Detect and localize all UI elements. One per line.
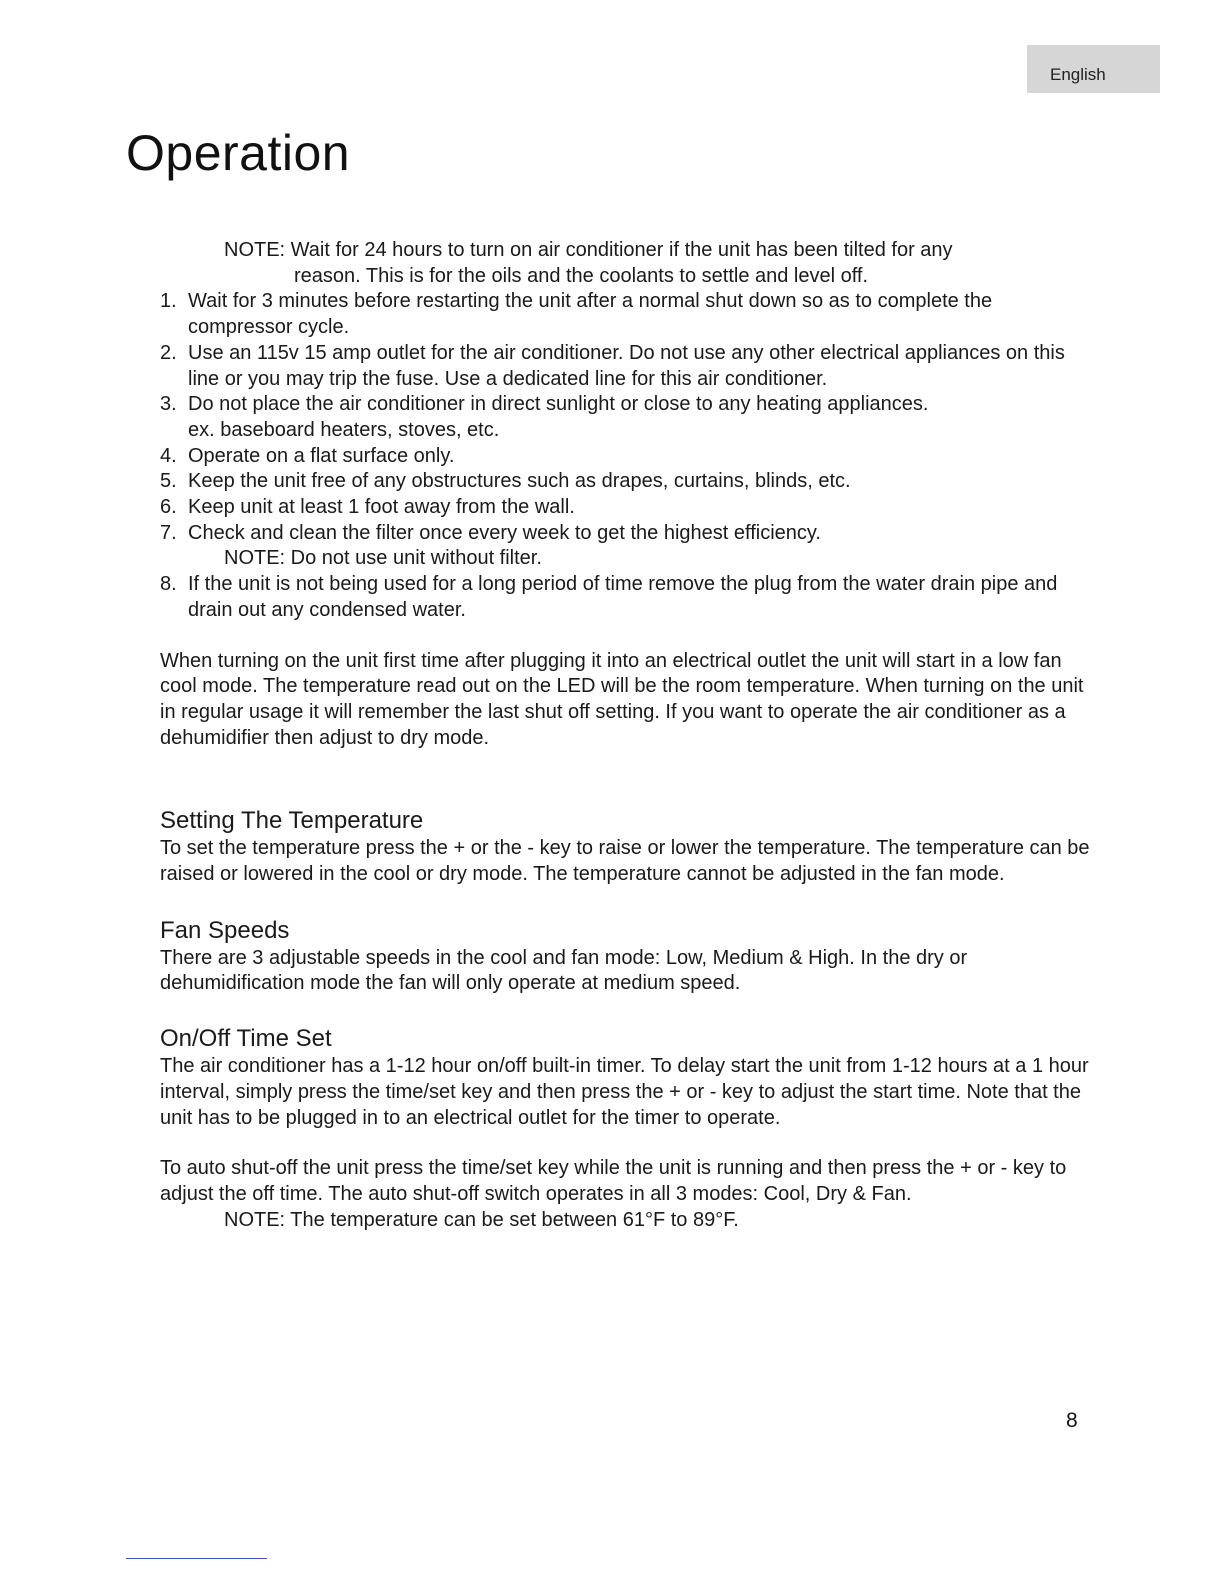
language-tab: English — [1027, 45, 1160, 93]
list-item — [160, 444, 1090, 470]
list-item-number: 8. — [160, 573, 177, 596]
list-item-text: Operate on a flat surface only. — [188, 444, 455, 467]
list-item — [160, 341, 1090, 392]
list-item — [160, 495, 1090, 521]
page-number: 8 — [1066, 1409, 1078, 1432]
list-item-number: 7. — [160, 521, 177, 544]
list-item — [160, 521, 1090, 572]
page-content — [160, 238, 1090, 1233]
list-item-example: ex. baseboard heaters, stoves, etc. — [188, 418, 500, 441]
list-item — [160, 469, 1090, 495]
list-item — [160, 392, 1090, 443]
section-heading-timer: On/Off Time Set — [160, 1025, 332, 1053]
page-title: Operation — [126, 125, 351, 181]
section-heading-temperature: Setting The Temperature — [160, 807, 424, 835]
intro-note-line2: reason. This is for the oils and the coolants to settle and level off. — [294, 264, 869, 287]
list-item-number: 1. — [160, 290, 177, 313]
list-item-number: 5. — [160, 470, 177, 493]
list-item-text: Keep unit at least 1 foot away from the wall. — [188, 496, 575, 519]
list-item-text: Keep the unit free of any obstructures such as drapes, curtains, blinds, etc. — [188, 470, 851, 493]
list-item-text: Use an 115v 15 amp outlet for the air conditioner. Do not use any other electrical appliances on this line or you may trip the fuse. Use a dedicated line for this air conditioner. — [188, 341, 1065, 390]
list-item-number: 2. — [160, 341, 177, 364]
instruction-list — [160, 289, 1090, 623]
section-body-fan-speeds: There are 3 adjustable speeds in the cool and fan mode: Low, Medium & High. In the dry or dehumidification mode the fan will only operate at medium speed. — [160, 946, 968, 995]
section-body-auto-shutoff: To auto shut-off the unit press the time/set key while the unit is running and then press the + or - key to adjust the off time. The auto shut-off switch operates in all 3 modes: Cool, Dry & Fan. — [160, 1157, 1067, 1205]
section-heading-fan-speeds: Fan Speeds — [160, 916, 290, 944]
list-item — [160, 572, 1090, 623]
list-item-text: If the unit is not being used for a long period of time remove the plug from the water drain pipe and drain out any condensed water. — [188, 573, 1058, 621]
list-item-number: 3. — [160, 393, 177, 416]
intro-note-line1: NOTE: Wait for 24 hours to turn on air conditioner if the unit has been tilted for any — [224, 239, 953, 261]
section-body-temperature: To set the temperature press the + or the - key to raise or lower the temperature. The temperature can be raised or lowered in the cool or dry mode. The temperature cannot be adjusted in the fan mode. — [160, 837, 1090, 886]
intro-paragraph: When turning on the unit first time after plugging it into an electrical outlet the unit will start in a low fan cool mode. The temperature read out on the LED will be the room temperature. When turning on the unit in regular usage it will remember the last shut off setting. If you want to operate the air conditioner as a dehumidifier then adjust to dry mode. — [160, 649, 1084, 749]
list-item — [160, 289, 1090, 340]
section-body-timer: The air conditioner has a 1-12 hour on/off built-in timer. To delay start the unit from 1-12 hours at a 1 hour interval, simply press the time/set key and then press the + or - key to adjust the start time. Note that the unit has to be plugged in to an electrical outlet for the timer to operate. — [160, 1055, 1089, 1129]
list-item-number: 6. — [160, 496, 177, 519]
list-item-text: Check and clean the filter once every week to get the highest efficiency. — [188, 521, 821, 544]
temperature-range-note: NOTE: The temperature can be set between 61°F to 89°F. — [224, 1208, 739, 1231]
intro-note — [224, 238, 1090, 289]
list-item-number: 4. — [160, 444, 177, 467]
list-item-note: NOTE: Do not use unit without filter. — [224, 547, 542, 570]
list-item-text: Do not place the air conditioner in direct sunlight or close to any heating appliances. — [188, 393, 929, 416]
footer-rule — [126, 1558, 267, 1559]
list-item-text: Wait for 3 minutes before restarting the unit after a normal shut down so as to complete the compressor cycle. — [188, 290, 993, 339]
